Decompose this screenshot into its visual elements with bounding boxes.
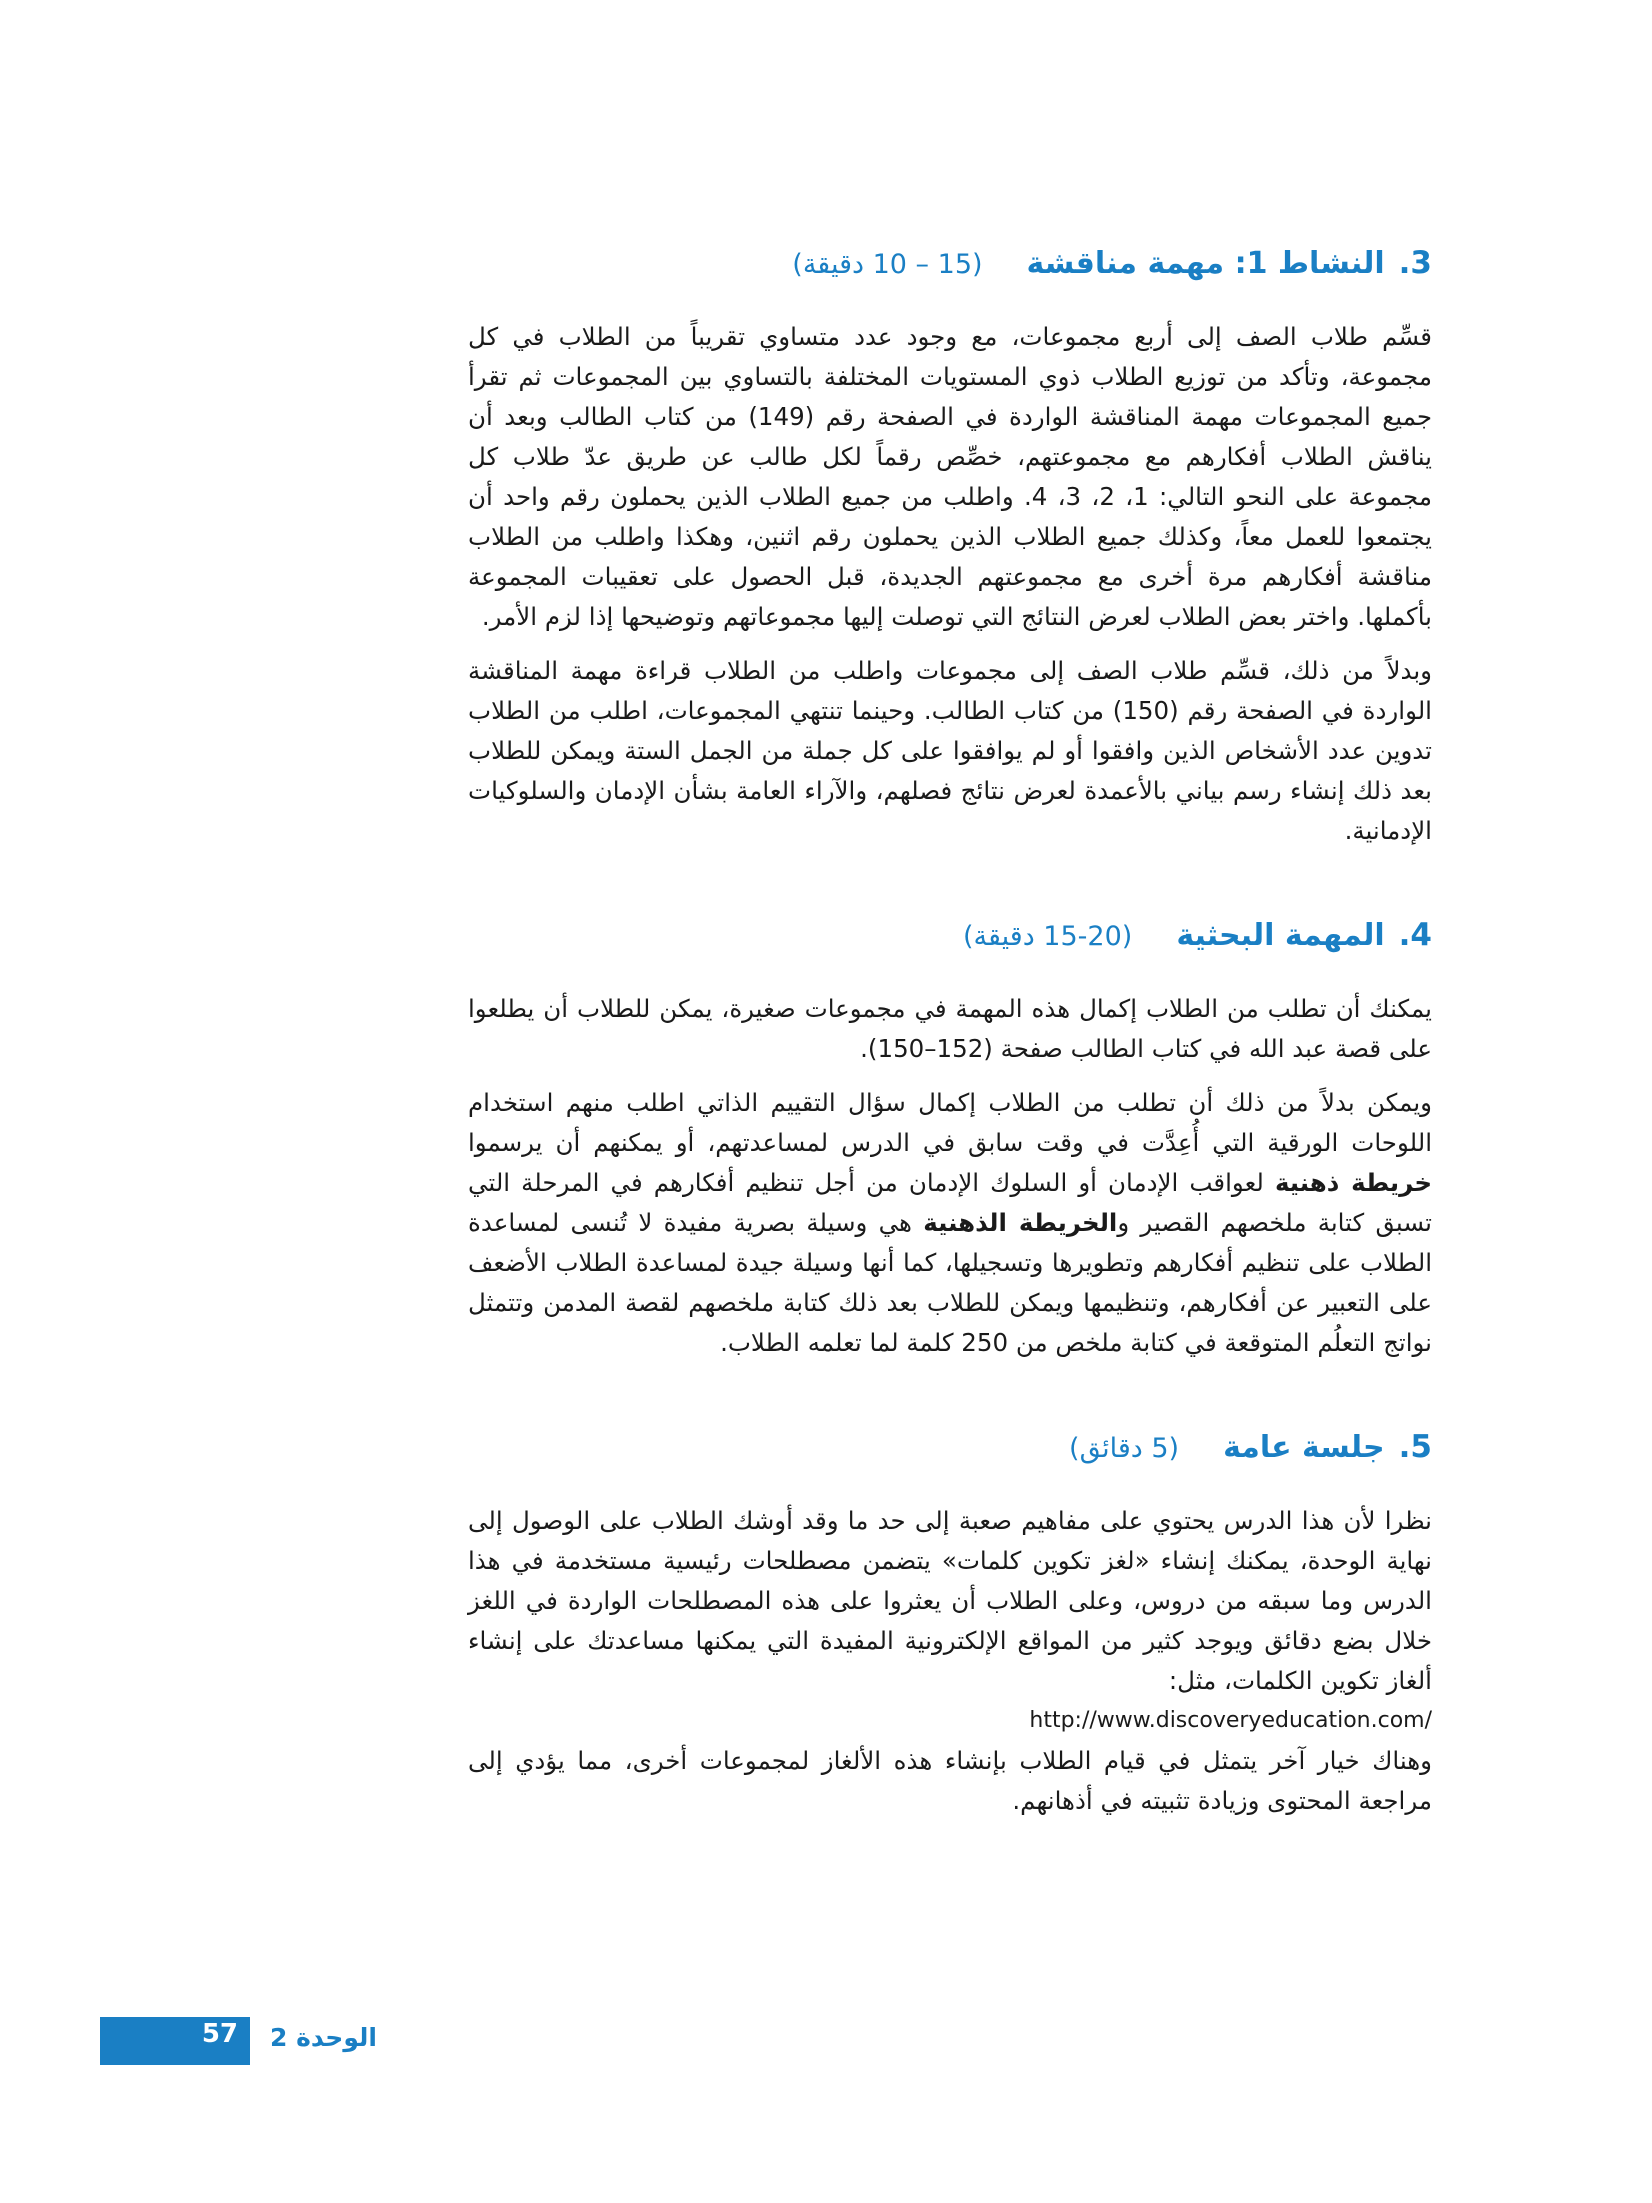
section-3-paragraph-2: وبدلاً من ذلك، قسِّم طلاب الصف إلى مجموعات واطلب من الطلاب قراءة مهمة المناقشة الواردة في الصفحة رقم (150) من كتاب الطالب. وحينما تنتهي المجموعات، اطلب من الطلاب تدوين عدد الأشخاص الذين وافقوا أو لم يوافقوا على كل جملة من الجمل الستة ويمكن للطلاب بعد ذلك إنشاء رسم بياني بالأعمدة لعرض نتائج فصلهم، والآراء العامة بشأن الإدمان والسلوكيات الإدمانية.	[468, 656, 1432, 845]
section-duration: (15 – 10 دقيقة)	[792, 249, 983, 280]
section-title: جلسة عامة	[1223, 1430, 1385, 1465]
section-4-heading	[468, 917, 1432, 953]
section-4-paragraph-2: ويمكن بدلاً من ذلك أن تطلب من الطلاب إكمال سؤال التقييم الذاتي اطلب منهم استخدام اللوحات الورقية التي أُعِدَّت في وقت سابق في الدرس لمساعدتهم، أو يمكنهم أن يرسموا خريطة ذهنية لعواقب الإدمان أو السلوك الإدمان من أجل تنظيم أفكارهم في المرحلة التي تسبق كتابة ملخصهم القصير والخريطة الذهنية هي وسيلة بصرية مفيدة لا تُنسى لمساعدة الطلاب على تنظيم أفكارهم وتطويرها وتسجيلها، كما أنها وسيلة جيدة لمساعدة الطلاب الأضعف على التعبير عن أفكارهم، وتنظيمها ويمكن للطلاب بعد ذلك كتابة ملخصهم لقصة المدمن وتتمثل نواتج التعلُم المتوقعة في كتابة ملخص من 250 كلمة لما تعلمه الطلاب.	[468, 1088, 1432, 1357]
page-number-badge	[100, 2017, 250, 2065]
section-title: النشاط 1: مهمة مناقشة	[1026, 246, 1385, 281]
page-content	[468, 245, 1432, 1821]
section-5-paragraph-1: نظرا لأن هذا الدرس يحتوي على مفاهيم صعبة إلى حد ما وقد أوشك الطلاب على الوصول إلى نهاية الوحدة، يمكنك إنشاء «لغز تكوين كلمات» يتضمن مصطلحات رئيسية مستخدمة في هذا الدرس وما سبقه من دروس، وعلى الطلاب أن يعثروا على هذه المصطلحات الواردة في اللغز خلال بضع دقائق ويوجد كثير من المواقع الإلكترونية المفيدة التي يمكنها مساعدتك على إنشاء ألغاز تكوين الكلمات، مثل:	[468, 1506, 1432, 1695]
section-5-paragraph-2: وهناك خيار آخر يتمثل في قيام الطلاب بإنشاء هذه الألغاز لمجموعات أخرى، مما يؤدي إلى مراجعة المحتوى وزيادة تثبيته في أذهانهم.	[468, 1746, 1432, 1815]
bold-term: الخريطة الذهنية	[923, 1208, 1118, 1237]
section-title: المهمة البحثية	[1176, 918, 1385, 953]
section-duration: (15-20 دقيقة)	[962, 921, 1133, 952]
section-3-paragraph-1: قسِّم طلاب الصف إلى أربع مجموعات، مع وجود عدد متساوي تقريباً من الطلاب في كل مجموعة، وتأكد من توزيع الطلاب ذوي المستويات المختلفة بالتساوي بين المجموعات ثم تقرأ جميع المجموعات مهمة المناقشة الواردة في الصفحة رقم (149) من كتاب الطالب وبعد أن يناقش الطلاب أفكارهم مع مجموعتهم، خصِّص رقماً لكل طالب عن طريق عدّ طلاب كل مجموعة على النحو التالي: 1، 2، 3، 4. واطلب من جميع الطلاب الذين يحملون رقم واحد أن يجتمعوا للعمل معاً، وكذلك جميع الطلاب الذين يحملون رقم اثنين، وهكذا واطلب من الطلاب مناقشة أفكارهم مرة أخرى مع مجموعتهم الجديدة، قبل الحصول على تعقيبات المجموعة بأكملها. واختر بعض الطلاب لعرض النتائج التي توصلت إليها مجموعاتهم وتوضيحها إذا لزم الأمر.	[468, 322, 1432, 631]
section-number: 4.	[1398, 917, 1432, 953]
section-5-heading	[468, 1429, 1432, 1465]
bold-term: خريطة ذهنية	[1274, 1168, 1432, 1197]
page-number: 57	[201, 2019, 238, 2049]
unit-label: الوحدة 2	[270, 2023, 377, 2052]
section-4-paragraph-1: يمكنك أن تطلب من الطلاب إكمال هذه المهمة في مجموعات صغيرة، يمكن للطلاب أن يطلعوا على قصة عبد الله في كتاب الطالب صفحة (152–150).	[468, 994, 1432, 1063]
section-number: 3.	[1398, 245, 1432, 281]
section-number: 5.	[1398, 1429, 1432, 1465]
section-duration: (5 دقائق)	[1069, 1433, 1180, 1464]
website-link[interactable]: http://www.discoveryeducation.com/	[1029, 1708, 1432, 1733]
section-3-heading	[468, 245, 1432, 281]
